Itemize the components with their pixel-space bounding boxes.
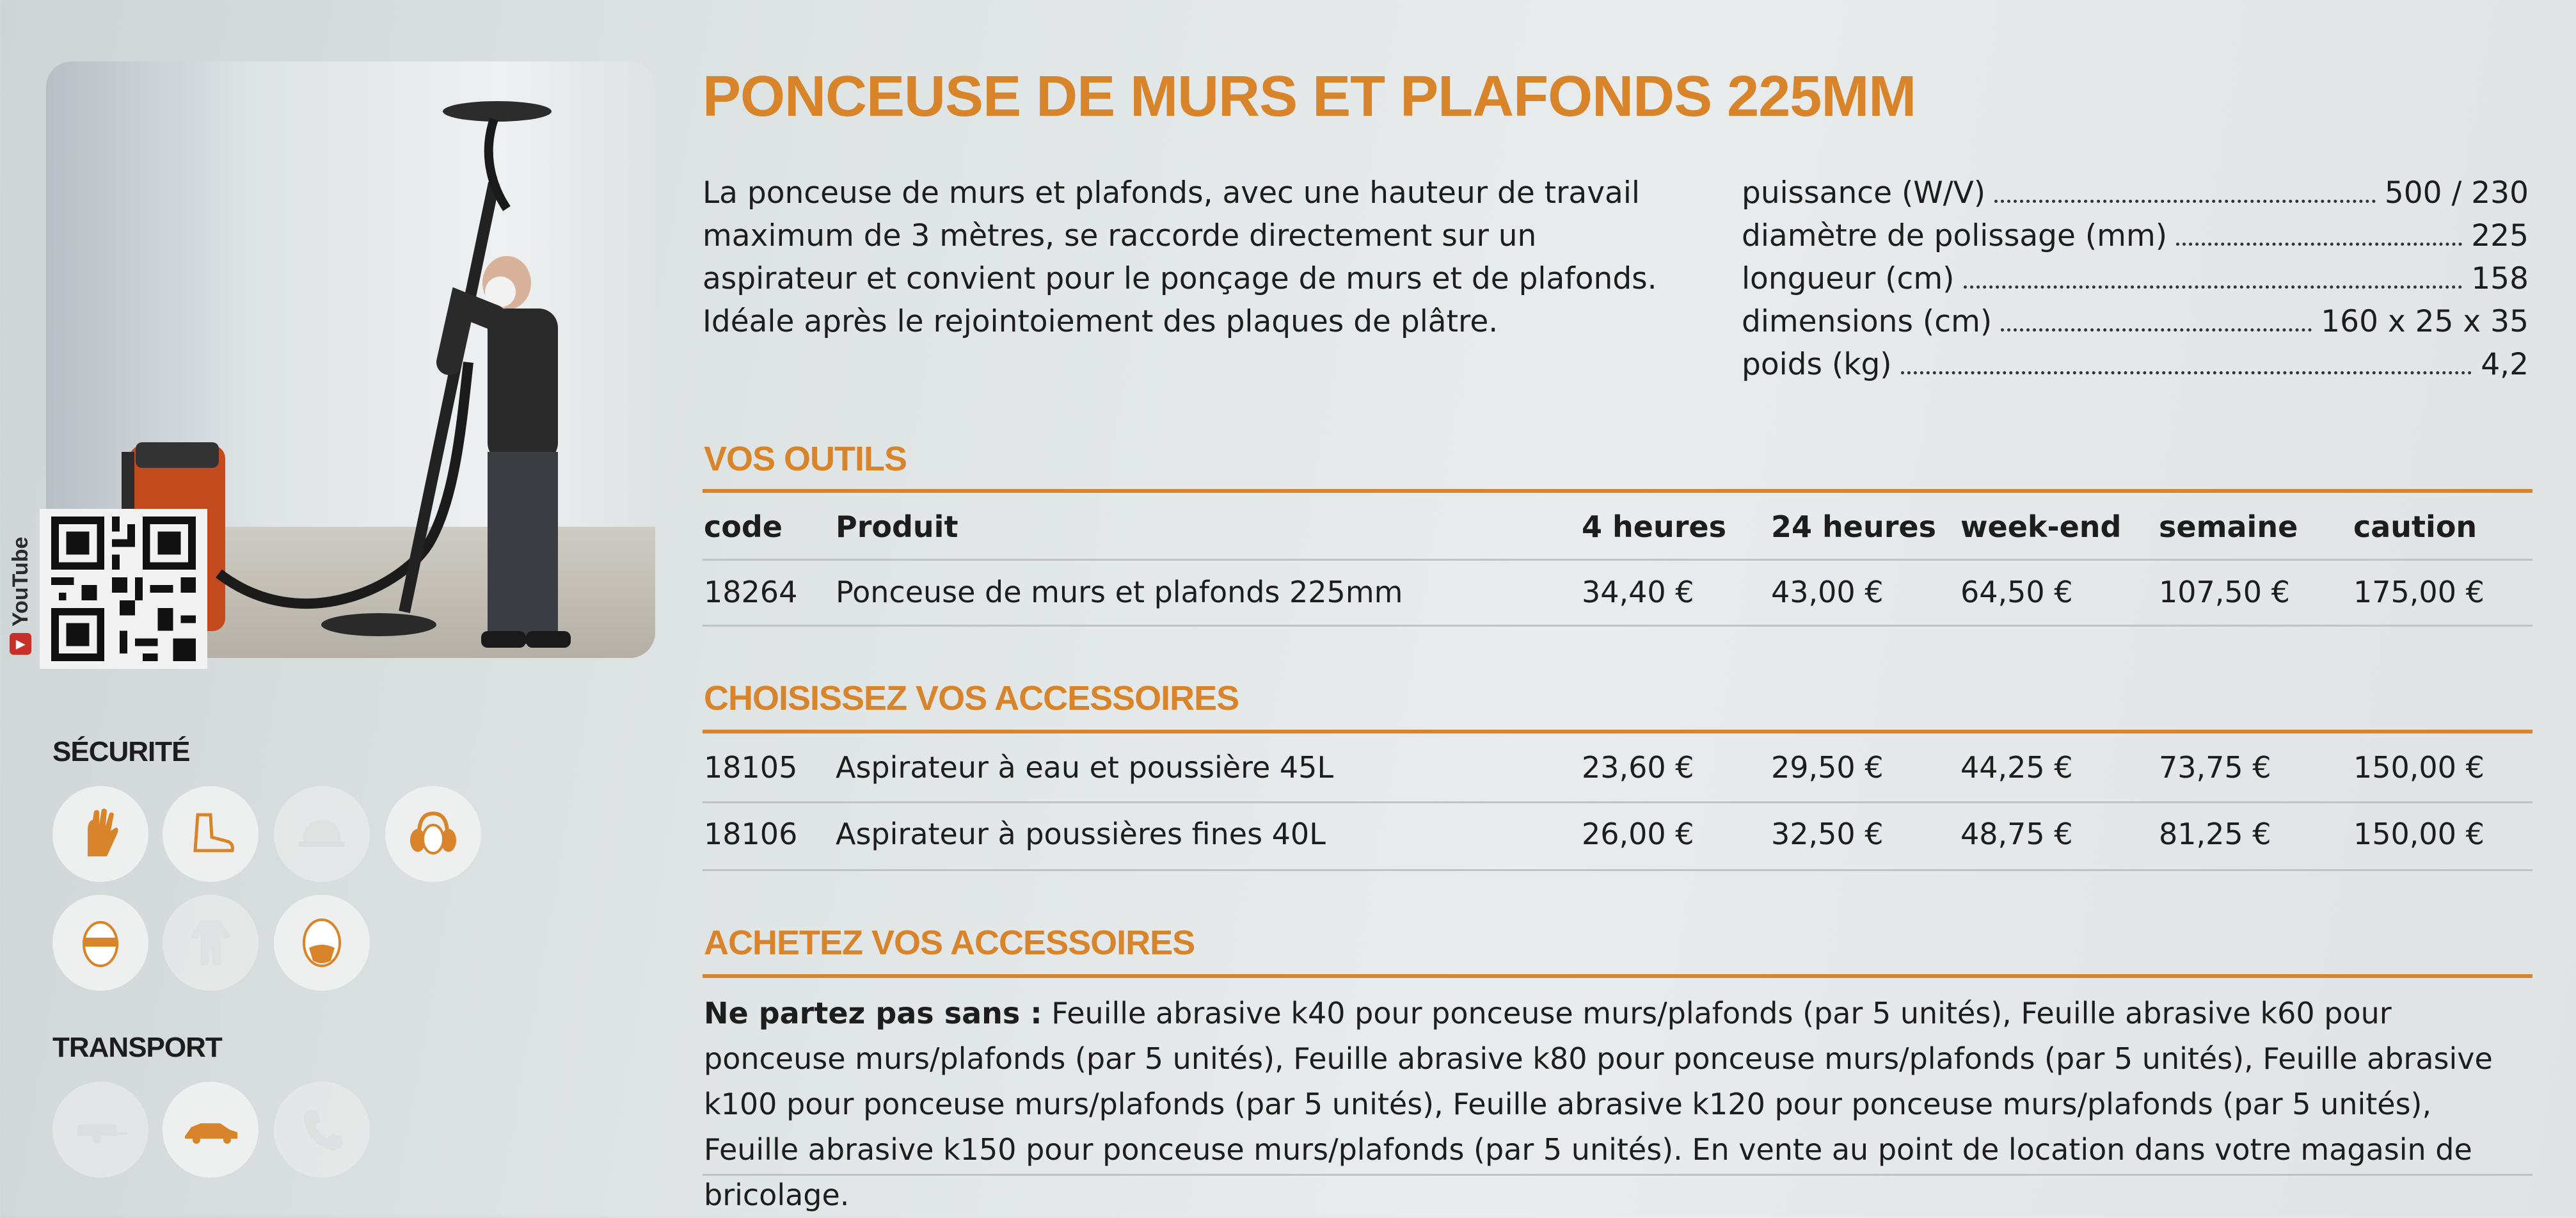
- coverall-icon: [163, 895, 258, 991]
- spec-value: 500 / 230: [2384, 175, 2529, 211]
- spec-row: [1742, 214, 2529, 257]
- spec-value: 225: [2471, 218, 2529, 253]
- cell-deposit: 175,00 €: [2353, 575, 2485, 609]
- helmet-icon: [274, 786, 370, 882]
- table-row: [704, 817, 2534, 855]
- buy-paragraph: [704, 991, 2527, 1218]
- buy-lead: Ne partez pas sans :: [704, 996, 1042, 1030]
- spec-leader-dots: [1964, 285, 2463, 289]
- cell-deposit: 150,00 €: [2353, 750, 2485, 785]
- spec-row: [1742, 172, 2529, 214]
- cell-price-weekend: 64,50 €: [1960, 575, 2073, 609]
- spec-value: 160 x 25 x 35: [2321, 304, 2529, 339]
- cell-price-week: 81,25 €: [2159, 817, 2271, 851]
- spec-label: puissance (W/V): [1742, 175, 1986, 211]
- youtube-play-icon: ▶: [10, 633, 31, 655]
- row-divider: [703, 559, 2532, 561]
- gloves-icon: [52, 786, 148, 882]
- cell-price-weekend: 44,25 €: [1960, 750, 2073, 785]
- header-deposit: caution: [2353, 509, 2477, 544]
- table-row: [704, 575, 2534, 613]
- cell-code: 18106: [704, 817, 798, 851]
- qr-code[interactable]: [40, 509, 207, 669]
- dust-mask-icon: [274, 895, 370, 991]
- accessories-section-title: CHOISISSEZ VOS ACCESSOIRES: [704, 679, 1239, 717]
- product-title: PONCEUSE DE MURS ET PLAFONDS 225MM: [703, 65, 1916, 129]
- spec-label: diamètre de polissage (mm): [1742, 218, 2168, 253]
- phone-icon: [274, 1082, 370, 1178]
- spec-leader-dots: [1994, 200, 2376, 203]
- cell-deposit: 150,00 €: [2353, 817, 2485, 851]
- youtube-link[interactable]: [9, 514, 32, 655]
- cell-price-weekend: 48,75 €: [1960, 817, 2073, 851]
- security-title: SÉCURITÉ: [52, 736, 190, 767]
- header-week: semaine: [2159, 509, 2298, 544]
- spec-row: [1742, 300, 2529, 343]
- cell-product: Ponceuse de murs et plafonds 225mm: [836, 575, 1403, 609]
- ear-protection-icon: [385, 786, 481, 882]
- tools-section-title: VOS OUTILS: [704, 440, 907, 478]
- cell-price-4h: 23,60 €: [1582, 750, 1694, 785]
- spec-leader-dots: [1901, 371, 2472, 374]
- header-weekend: week-end: [1960, 509, 2122, 544]
- buy-rule: [703, 974, 2532, 978]
- cell-product: Aspirateur à poussières fines 40L: [836, 817, 1326, 851]
- spec-leader-dots: [2001, 328, 2312, 332]
- spec-label: poids (kg): [1742, 347, 1892, 382]
- row-divider: [703, 625, 2532, 627]
- spec-row: [1742, 257, 2529, 300]
- row-divider: [703, 801, 2532, 803]
- cell-code: 18105: [704, 750, 798, 785]
- spec-value: 4,2: [2481, 347, 2529, 382]
- cell-price-24h: 43,00 €: [1771, 575, 1884, 609]
- cell-price-24h: 32,50 €: [1771, 817, 1884, 851]
- safety-boots-icon: [163, 786, 258, 882]
- tools-rule: [703, 489, 2532, 493]
- cell-price-4h: 26,00 €: [1582, 817, 1694, 851]
- spec-value: 158: [2471, 261, 2529, 296]
- youtube-label: YouTube: [8, 536, 33, 627]
- bottom-divider: [703, 1174, 2532, 1176]
- safety-glasses-icon: [52, 895, 148, 991]
- transport-title: TRANSPORT: [52, 1032, 222, 1063]
- spec-row: [1742, 343, 2529, 386]
- car-icon: [163, 1082, 258, 1178]
- spec-label: longueur (cm): [1742, 261, 1955, 296]
- trailer-icon: [52, 1082, 148, 1178]
- accessories-rule: [703, 730, 2532, 733]
- spec-label: dimensions (cm): [1742, 304, 1992, 339]
- cell-product: Aspirateur à eau et poussière 45L: [836, 750, 1334, 785]
- cell-price-4h: 34,40 €: [1582, 575, 1694, 609]
- spec-leader-dots: [2176, 243, 2462, 246]
- header-code: code: [704, 509, 783, 544]
- product-description: La ponceuse de murs et plafonds, avec une hauteur de travail maximum de 3 mètres, se raccorde directement sur un aspirateur et convient pour le ponçage de murs et de plafonds. Idéale après le rejointoiement des plaques de plâtre.: [703, 175, 1657, 339]
- row-divider: [703, 869, 2532, 871]
- buy-section-title: ACHETEZ VOS ACCESSOIRES: [704, 924, 1195, 962]
- header-product: Produit: [836, 509, 958, 544]
- cell-price-week: 107,50 €: [2159, 575, 2290, 609]
- buy-text: Feuille abrasive k40 pour ponceuse murs/plafonds (par 5 unités), Feuille abrasive k60 pour ponceuse murs/plafonds (par 5 unités), Feuille abrasive k80 pour ponceuse murs/plafonds (par 5 unités), Feuille abrasive k100 pour ponceuse murs/plafonds (par 5 unités), Feuille abrasive k120 pour ponceuse murs/plafonds (par 5 unités), Feuille abrasive k150 pour ponceuse murs/plafonds (par 5 unités). En vente au point de location dans votre magasin de bricolage.: [704, 996, 2493, 1212]
- cell-price-24h: 29,50 €: [1771, 750, 1884, 785]
- spec-list: [1742, 172, 2529, 386]
- table-row: [704, 750, 2534, 789]
- header-24h: 24 heures: [1771, 509, 1936, 544]
- cell-price-week: 73,75 €: [2159, 750, 2271, 785]
- tools-table-header: [704, 509, 2534, 548]
- cell-code: 18264: [704, 575, 798, 609]
- header-4h: 4 heures: [1582, 509, 1726, 544]
